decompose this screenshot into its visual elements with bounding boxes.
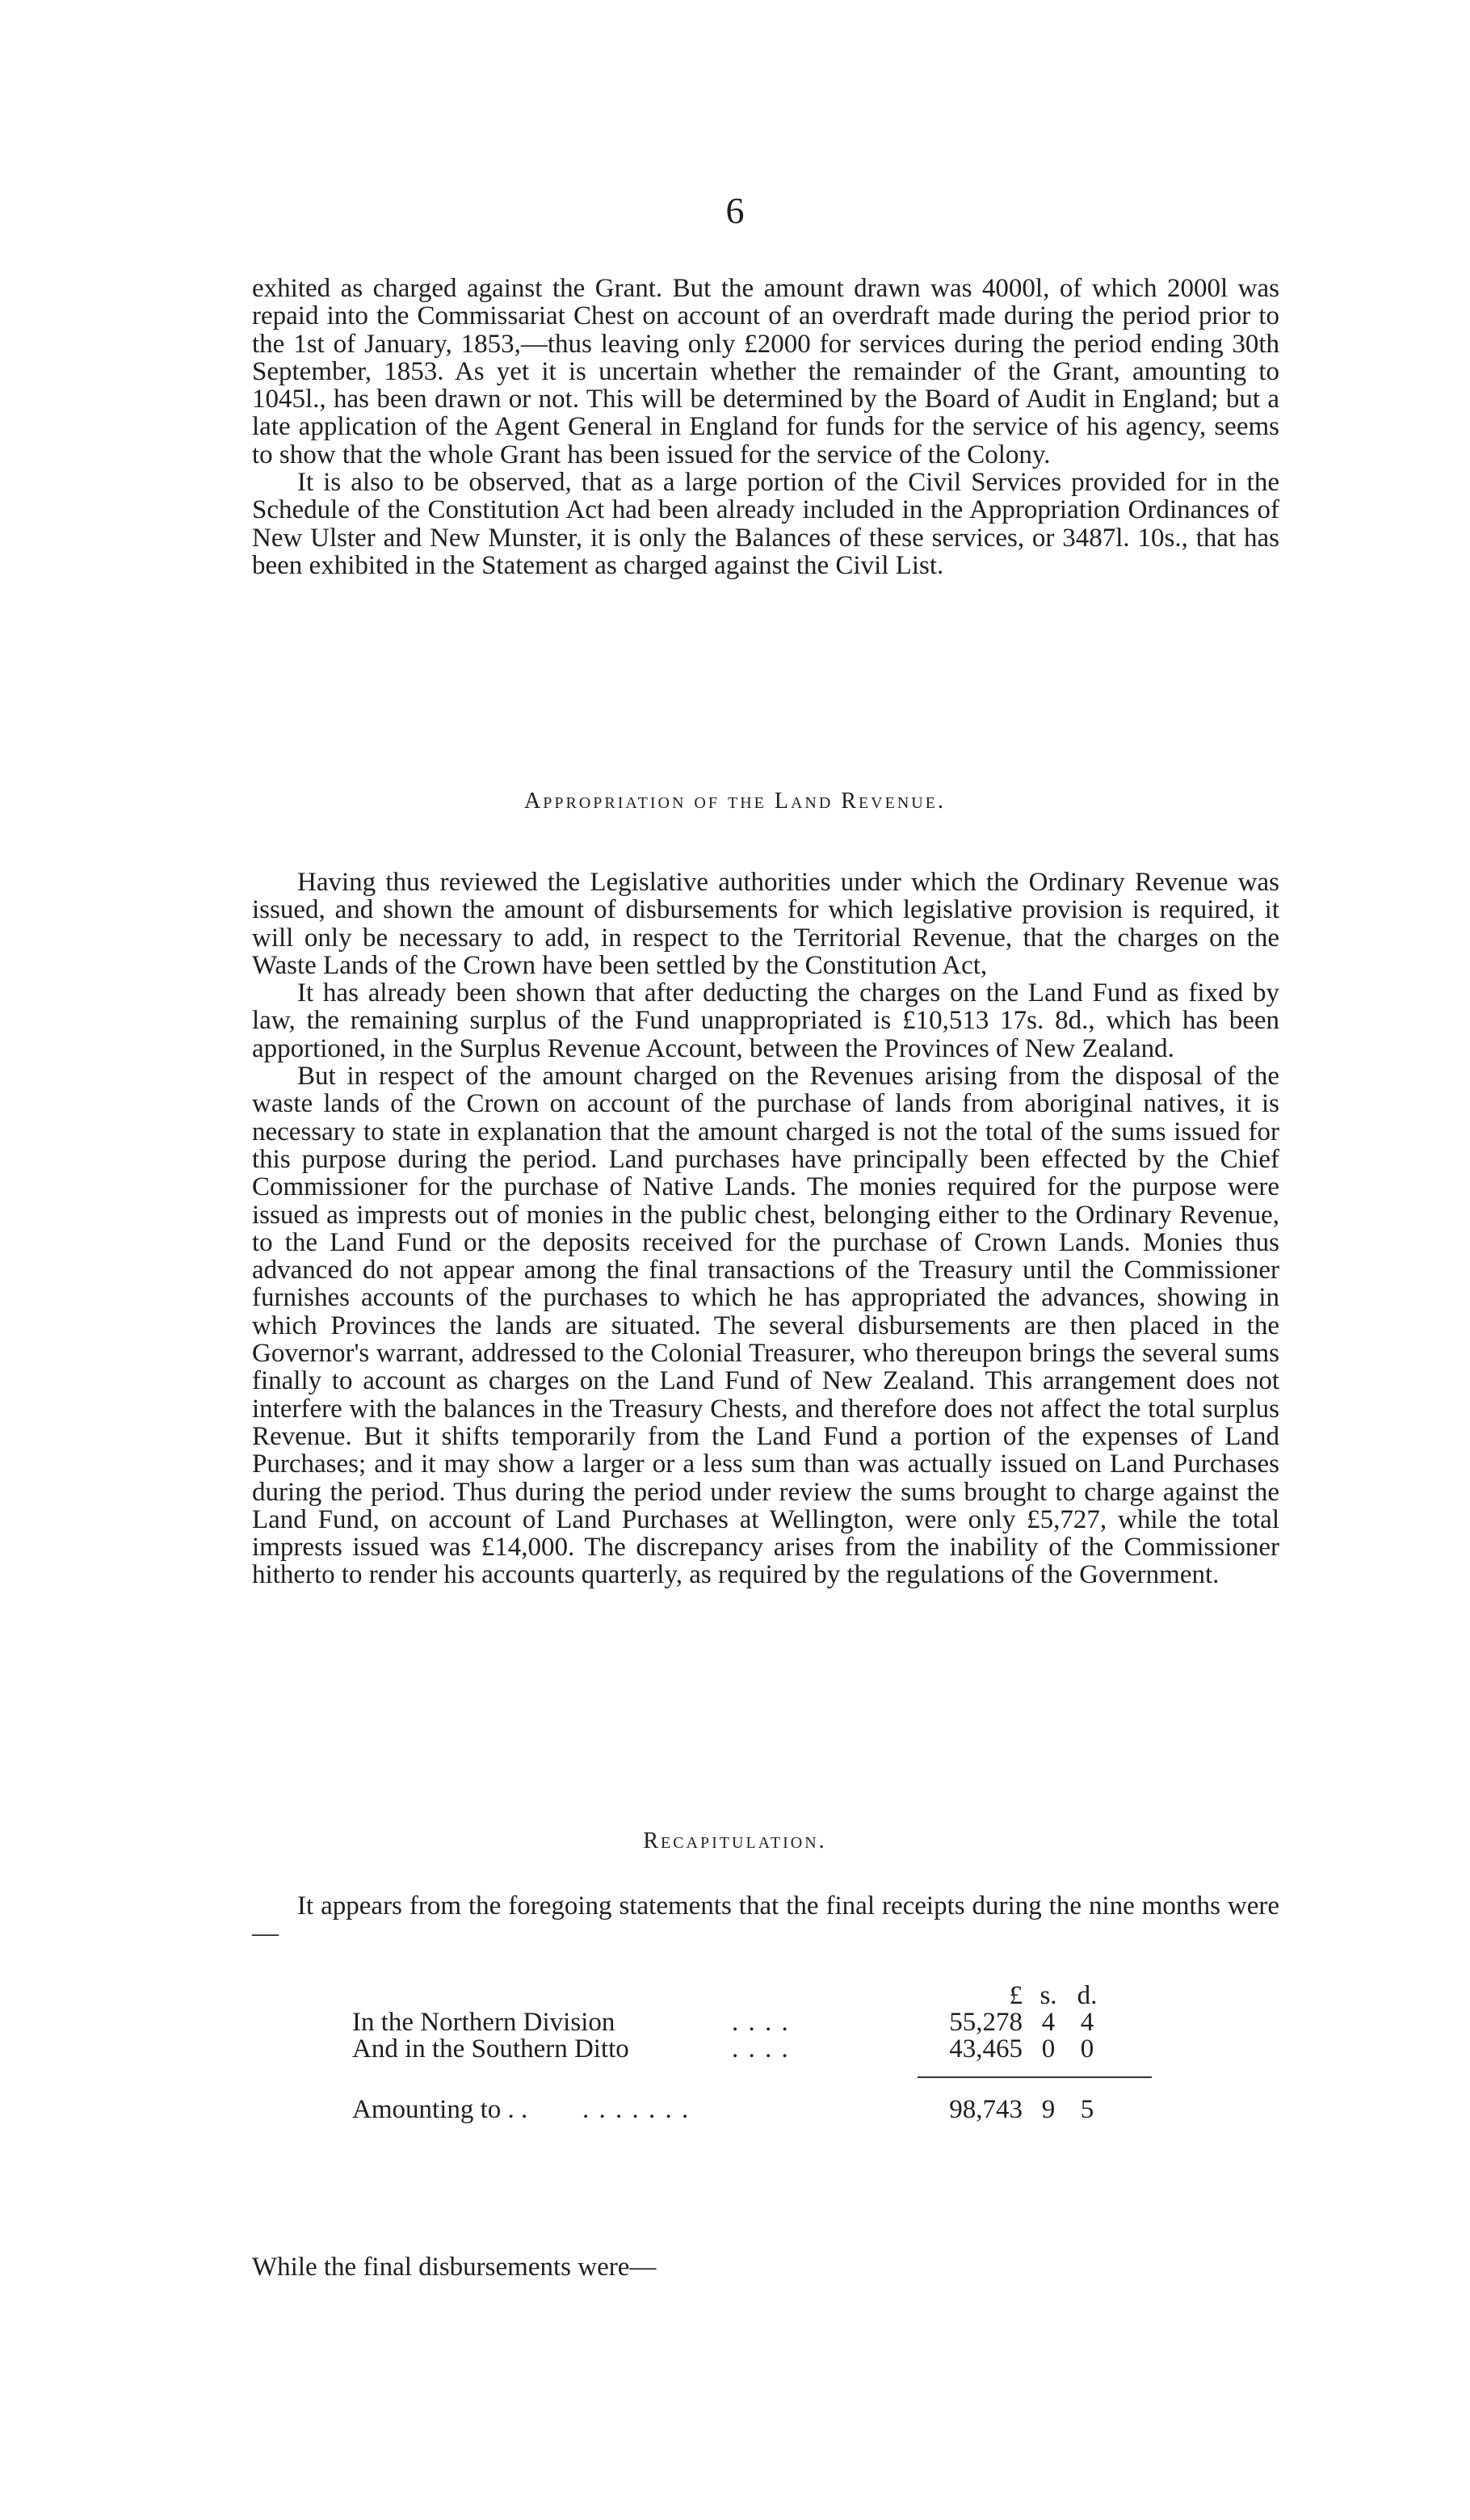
column-pence: d. — [1077, 1981, 1098, 2010]
paragraph: Having thus reviewed the Legislative authorities under which the Ordinary Revenue was issued, and shown the amount of disbursements for which legislative provision is required, it will only be necessary to add, in respect to the Territorial Revenue, that the charges on the Waste Lands of the Crown have been settled by the Constitution Act, — [252, 868, 1279, 980]
ledger-total-pence: 5 — [1080, 2095, 1094, 2124]
leader-dots: . . . . . . . — [582, 2095, 691, 2124]
ledger-total-pounds: 98,743 — [949, 2095, 1023, 2124]
ledger-total-label: Amounting to . . — [352, 2095, 528, 2124]
ledger-row-northern — [352, 2008, 1160, 2037]
section-heading-recapitulation: Recapitulation. — [643, 1828, 827, 1853]
paragraph: But in respect of the amount charged on the Revenues arising from the disposal of the waste lands of the Crown on account of the purchase of lands from aboriginal natives, it is necessary to state in explanation that the amount charged is not the total of the sums issued for this purpose during the period. Land purchases have principally been effected by the Chief Commissioner for the purchase of Native Lands. The monies required for the purpose were issued as imprests out of monies in the public chest, belonging either to the Ordinary Revenue, to the Land Fund or the deposits received for the purchase of Crown Lands. Monies thus advanced do not appear among the final transactions of the Treasury until the Commissioner furnishes accounts of the purchases to which he has appropriated the advances, showing in which Provinces the lands are situated. The several disbursements are then placed in the Governor's warrant, addressed to the Colonial Treasurer, who thereupon brings the several sums finally to account as charges on the Land Fund of New Zealand. This arrangement does not interfere with the balances in the Treasury Chests, and therefore does not affect the total surplus Revenue. But it shifts temporarily from the Land Fund a portion of the expenses of Land Purchases; and it may show a larger or a less sum than was actually issued on Land Purchases during the period. Thus during the period under review the sums brought to charge against the Land Fund, on account of Land Purchases at Wellington, were only £5,727, while the total imprests issued was £14,000. The discrepancy arises from the inability of the Commissioner hitherto to render his accounts quarterly, as required by the regulations of the Government. — [252, 1062, 1279, 1590]
ledger-total-shillings: 9 — [1041, 2095, 1056, 2124]
ledger-shillings: 0 — [1041, 2034, 1056, 2064]
column-pounds: £ — [1009, 1981, 1023, 2010]
ledger-pence: 0 — [1080, 2034, 1094, 2064]
ledger-pence: 4 — [1080, 2008, 1094, 2037]
ledger-rule — [918, 2076, 1152, 2078]
leader-dots: . . . . — [732, 2008, 790, 2037]
column-shillings: s. — [1040, 1981, 1057, 2010]
ledger-pounds: 55,278 — [949, 2008, 1023, 2037]
section-grant-text — [252, 275, 1279, 579]
ledger-row-southern — [352, 2034, 1160, 2064]
paragraph: It is also to be observed, that as a large portion of the Civil Services provided for in the Schedule of the Constitution Act had been already included in the Appropriation Ordinances of New Ulster and New Munster, it is only the Balances of these services, or 3487l. 10s., that has been exhibited in the Statement as charged against the Civil List. — [252, 468, 1279, 580]
leader-dots: . . . . — [732, 2034, 790, 2064]
paragraph: exhited as charged against the Grant. But the amount drawn was 4000l, of which 2000l was repaid into the Commissariat Chest on account of an overdraft made during the period prior to the 1st of January, 1853,—thus leaving only £2000 for services during the period ending 30th September, 1853. As yet it is uncertain whether the remainder of the Grant, amounting to 1045l., has been drawn or not. This will be determined by the Board of Audit in England; but a late application of the Agent General in England for funds for the service of his agency, seems to show that the whole Grant has been issued for the service of the Colony. — [252, 274, 1279, 469]
section-land-revenue-text — [252, 869, 1279, 1589]
ledger-column-header — [352, 1981, 1160, 2008]
receipts-ledger — [352, 1981, 1160, 2122]
recapitulation-intro-text: It appears from the foregoing statements that the final receipts during the nine months were— — [252, 1891, 1279, 1948]
recapitulation-intro — [252, 1892, 1279, 1947]
closing-line: While the final disbursements were— — [252, 2253, 657, 2282]
ledger-row-total — [352, 2095, 1160, 2122]
page-number: 6 — [725, 190, 745, 231]
ledger-row-label: And in the Southern Ditto — [352, 2034, 629, 2064]
section-heading-land-revenue: Appropriation of the Land Revenue. — [524, 789, 946, 814]
paragraph: It has already been shown that after deducting the charges on the Land Fund as fixed by law, the remaining surplus of the Fund unappropriated is £10,513 17s. 8d., which has been apportioned, in the Surplus Revenue Account, between the Provinces of New Zealand. — [252, 978, 1279, 1063]
ledger-pounds: 43,465 — [949, 2034, 1023, 2064]
ledger-shillings: 4 — [1041, 2008, 1056, 2037]
ledger-row-label: In the Northern Division — [352, 2008, 615, 2037]
